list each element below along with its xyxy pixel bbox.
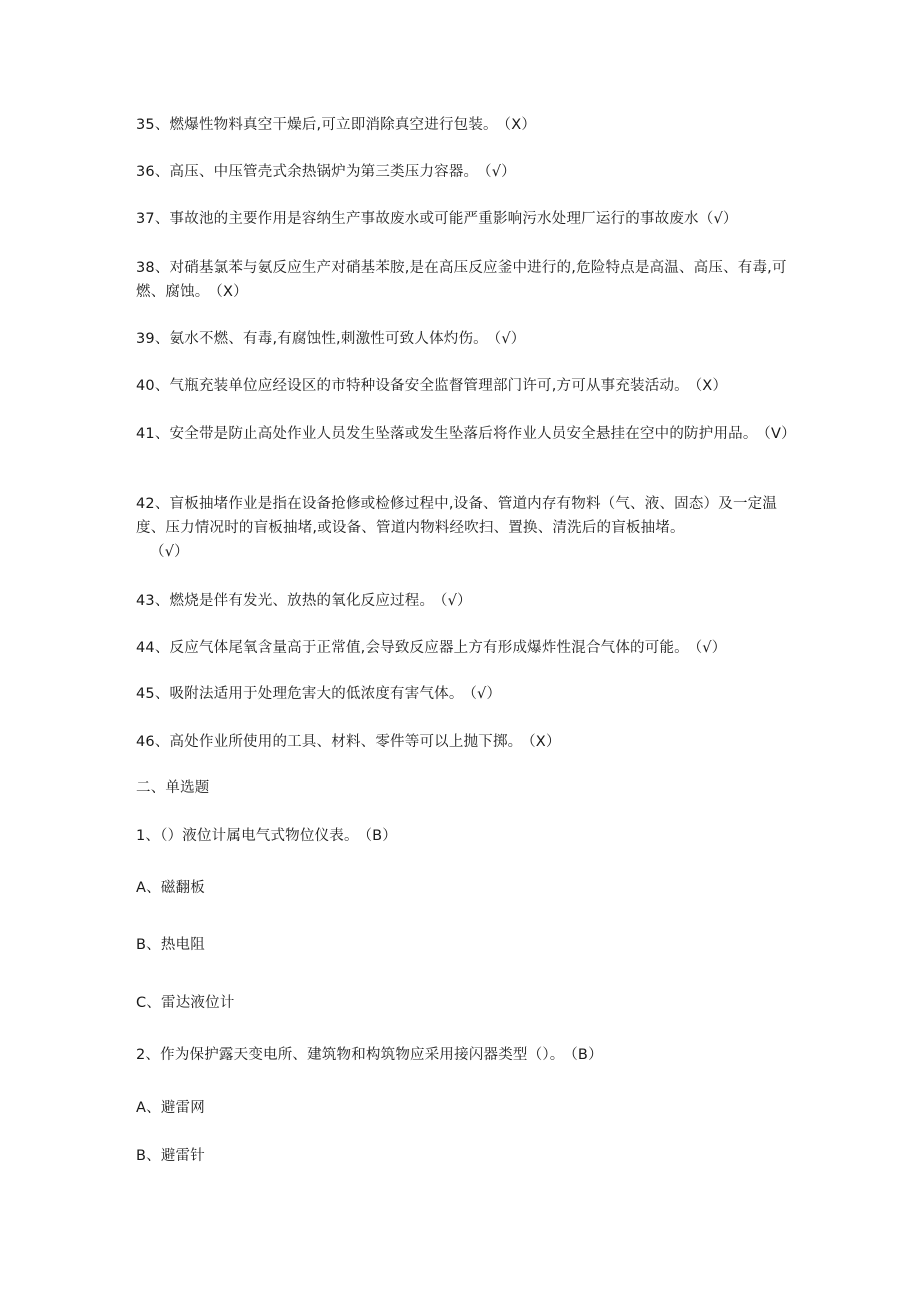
judgement-item-46 bbox=[136, 730, 796, 754]
answer-mark: （√） bbox=[484, 164, 516, 180]
answer-mark: （V） bbox=[763, 426, 796, 442]
answer-mark: （X） bbox=[528, 734, 561, 750]
judgement-item-35 bbox=[136, 113, 796, 137]
judgement-item-43 bbox=[136, 589, 796, 613]
option-item: B、避雷针 bbox=[136, 1148, 205, 1164]
option-item: A、磁翻板 bbox=[136, 880, 205, 896]
answer-mark: （X） bbox=[503, 117, 537, 133]
question-text: 36、高压、中压管壳式余热锅炉为第三类压力容器。 bbox=[136, 164, 479, 180]
option-item: B、热电阻 bbox=[136, 937, 205, 953]
judgement-item-38 bbox=[136, 256, 796, 304]
question-text: 35、燃爆性物料真空干燥后,可立即消除真空进行包装。 bbox=[136, 117, 498, 133]
question-text: 40、气瓶充装单位应经设区的市特种设备安全监督管理部门许可,方可从事充装活动。 bbox=[136, 378, 689, 394]
answer-mark: （B） bbox=[570, 1047, 603, 1063]
answer-mark: （B） bbox=[364, 828, 397, 844]
judgement-item-41 bbox=[136, 422, 796, 446]
option-item: A、避雷网 bbox=[136, 1100, 205, 1116]
judgement-item-39 bbox=[136, 327, 796, 351]
question-text: 39、氨水不燃、有毒,有腐蚀性,刺激性可致人体灼伤。 bbox=[136, 331, 488, 347]
answer-mark: （√） bbox=[493, 331, 526, 347]
question-text: 42、盲板抽堵作业是指在设备抢修或检修过程中,设备、管道内存有物料（气、液、固态）及一定温度、压力情况时的盲板抽堵,或设备、管道内物料经吹扫、置换、清洗后的盲板抽堵。 bbox=[136, 496, 778, 536]
section-title: 二、单选题 bbox=[136, 780, 210, 796]
single-choice-question-2 bbox=[136, 1043, 796, 1067]
question-text: 43、燃烧是伴有发光、放热的氧化反应过程。 bbox=[136, 593, 435, 609]
judgement-item-36 bbox=[136, 160, 796, 184]
option-item: C、雷达液位计 bbox=[136, 995, 235, 1011]
question-text: 38、对硝基氯苯与氨反应生产对硝基苯胺,是在高压反应釜中进行的,危险特点是高温、高压、有毒,可燃、腐蚀。 bbox=[136, 260, 787, 300]
question-text: 44、反应气体尾氧含量高于正常值,会导致反应器上方有形成爆炸性混合气体的可能。 bbox=[136, 640, 689, 656]
judgement-item-45 bbox=[136, 682, 796, 706]
judgement-item-44 bbox=[136, 636, 796, 660]
answer-mark: （√） bbox=[694, 640, 727, 656]
question-text: 41、安全带是防止高处作业人员发生坠落或发生坠落后将作业人员安全悬挂在空中的防护用品。 bbox=[136, 426, 758, 442]
judgement-item-40 bbox=[136, 374, 796, 398]
question-text: 45、吸附法适用于处理危害大的低浓度有害气体。 bbox=[136, 686, 464, 702]
question-text: 1、（）液位计属电气式物位仪表。 bbox=[136, 828, 359, 844]
single-choice-question-1 bbox=[136, 824, 796, 848]
answer-mark: （√） bbox=[150, 544, 189, 560]
answer-mark: （√） bbox=[469, 686, 502, 702]
judgement-item-37 bbox=[136, 207, 796, 231]
question-text: 46、高处作业所使用的工具、材料、零件等可以上抛下掷。 bbox=[136, 734, 523, 750]
answer-mark: （X） bbox=[215, 284, 248, 300]
question-text: 37、事故池的主要作用是容纳生产事故废水或可能严重影响污水处理厂运行的事故废水 bbox=[136, 211, 699, 227]
answer-mark: （√） bbox=[440, 593, 472, 609]
answer-mark: （√） bbox=[698, 211, 738, 227]
question-text: 2、作为保护露天变电所、建筑物和构筑物应采用接闪器类型（）。 bbox=[136, 1047, 565, 1063]
answer-mark: （X） bbox=[694, 378, 728, 394]
judgement-item-42 bbox=[136, 492, 796, 564]
